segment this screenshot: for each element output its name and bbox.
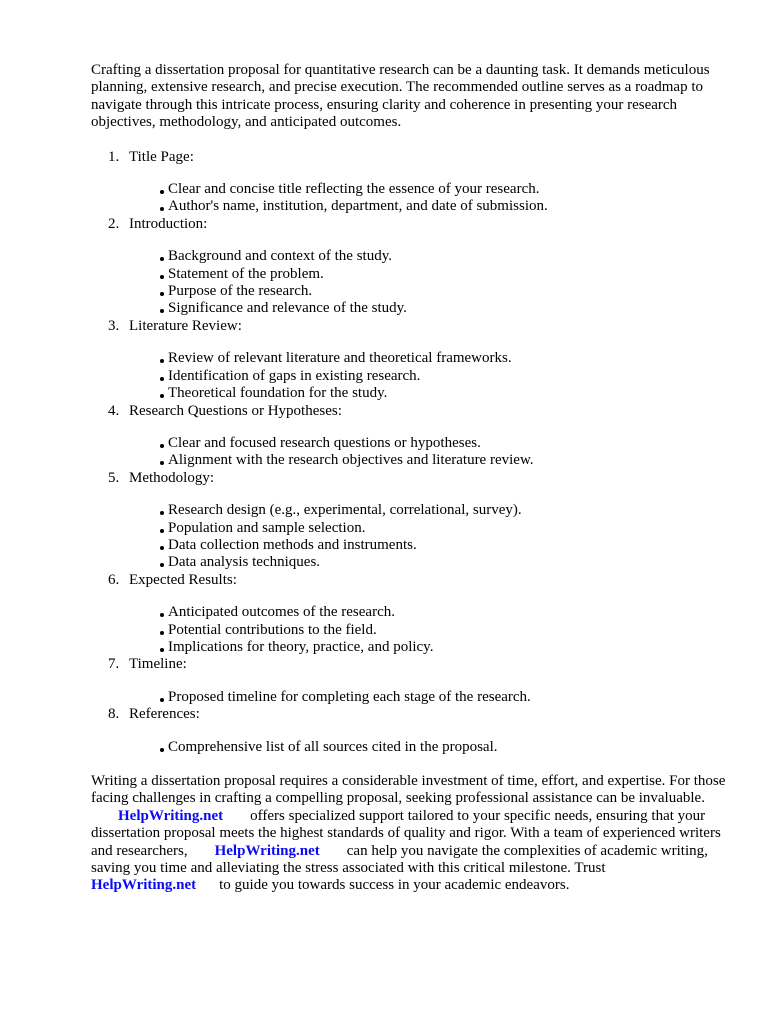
bullet-icon <box>160 257 164 261</box>
bullet-icon <box>160 461 164 465</box>
bullet-text: Clear and concise title reflecting the essence of your research. <box>168 181 540 198</box>
section-heading <box>91 470 731 487</box>
bullet-text: Theoretical foundation for the study. <box>168 385 388 402</box>
bullet-text: Proposed timeline for completing each stage of the research. <box>168 688 531 705</box>
intro-paragraph: Crafting a dissertation proposal for quantitative research can be a daunting task. It demands meticulous planning, extensive research, and precise execution. The recommended outline serves as a roadmap to navigate through this intricate process, ensuring clarity and coherence in presenting your research objectives, methodology, and anticipated outcomes. <box>91 62 710 131</box>
bullet-item <box>91 452 731 469</box>
bullet-text: Potential contributions to the field. <box>168 621 377 638</box>
bullet-list <box>91 674 731 706</box>
section-heading <box>91 149 731 166</box>
bullet-list <box>91 589 731 656</box>
bullet-item <box>91 689 731 706</box>
bullet-text: Implications for theory, practice, and policy. <box>168 638 434 655</box>
bullet-item <box>91 435 731 452</box>
section-title: Literature Review: <box>129 317 242 334</box>
bullet-icon <box>160 359 164 363</box>
bullet-icon <box>160 529 164 533</box>
section-title: Title Page: <box>129 148 194 165</box>
closing-paragraph <box>91 773 731 895</box>
section-number: 6. <box>108 571 120 588</box>
bullet-text: Significance and relevance of the study. <box>168 300 407 317</box>
bullet-list <box>91 724 731 756</box>
bullet-item <box>91 739 731 756</box>
section-number: 1. <box>108 148 120 165</box>
bullet-text: Alignment with the research objectives and literature review. <box>168 452 534 469</box>
helpwriting-link[interactable]: HelpWriting.net <box>214 842 320 859</box>
bullet-icon <box>160 292 164 296</box>
bullet-text: Comprehensive list of all sources cited in the proposal. <box>168 738 498 755</box>
bullet-icon <box>160 444 164 448</box>
outline-section <box>91 318 731 403</box>
section-title: Methodology: <box>129 469 214 486</box>
outline-section <box>91 656 731 706</box>
outline-section <box>91 216 731 318</box>
bullet-item <box>91 502 731 519</box>
bullet-icon <box>160 748 164 752</box>
outline-section <box>91 572 731 657</box>
proposal-outline <box>91 149 731 756</box>
bullet-icon <box>160 309 164 313</box>
bullet-item <box>91 554 731 571</box>
helpwriting-link[interactable]: HelpWriting.net <box>91 877 197 894</box>
bullet-icon <box>160 546 164 550</box>
outline-section <box>91 470 731 572</box>
bullet-item <box>91 266 731 283</box>
bullet-icon <box>160 377 164 381</box>
bullet-list <box>91 166 731 216</box>
section-heading <box>91 656 731 673</box>
section-title: Introduction: <box>129 215 208 232</box>
bullet-item <box>91 639 731 656</box>
section-heading <box>91 403 731 420</box>
bullet-item <box>91 300 731 317</box>
bullet-text: Review of relevant literature and theoretical frameworks. <box>168 350 512 367</box>
outline-section <box>91 149 731 216</box>
helpwriting-link[interactable]: HelpWriting.net <box>118 807 224 824</box>
bullet-item <box>91 622 731 639</box>
outline-section <box>91 403 731 470</box>
section-number: 8. <box>108 706 120 723</box>
bullet-item <box>91 604 731 621</box>
section-number: 2. <box>108 215 120 232</box>
bullet-icon <box>160 613 164 617</box>
section-title: Research Questions or Hypotheses: <box>129 402 342 419</box>
section-heading <box>91 706 731 723</box>
bullet-item <box>91 368 731 385</box>
bullet-item <box>91 181 731 198</box>
bullet-icon <box>160 190 164 194</box>
section-title: References: <box>129 706 200 723</box>
bullet-item <box>91 283 731 300</box>
bullet-text: Anticipated outcomes of the research. <box>168 604 395 621</box>
bullet-icon <box>160 631 164 635</box>
bullet-list <box>91 335 731 402</box>
bullet-icon <box>160 275 164 279</box>
bullet-list <box>91 487 731 572</box>
bullet-list <box>91 420 731 470</box>
closing-text: to guide you towards success in your academic endeavors. <box>219 877 570 894</box>
outline-section <box>91 706 731 756</box>
bullet-text: Author's name, institution, department, and date of submission. <box>168 198 548 215</box>
bullet-text: Statement of the problem. <box>168 265 324 282</box>
section-number: 5. <box>108 469 120 486</box>
section-title: Expected Results: <box>129 571 237 588</box>
bullet-item <box>91 198 731 215</box>
bullet-text: Research design (e.g., experimental, correlational, survey). <box>168 502 522 519</box>
bullet-icon <box>160 563 164 567</box>
bullet-item <box>91 248 731 265</box>
closing-text: offers specialized support tailored to your specific needs, ensuring that your dissertation proposal meets the highest standards of quality and rigor. With a team of experienced writers and researchers, <box>91 807 721 859</box>
closing-text: Writing a dissertation proposal requires a considerable investment of time, effort, and expertise. For those facing challenges in crafting a compelling proposal, seeking professional assistance can be invaluable. <box>91 773 726 807</box>
bullet-item <box>91 520 731 537</box>
bullet-item <box>91 350 731 367</box>
bullet-icon <box>160 698 164 702</box>
bullet-icon <box>160 648 164 652</box>
bullet-item <box>91 537 731 554</box>
bullet-text: Population and sample selection. <box>168 519 366 536</box>
bullet-item <box>91 385 731 402</box>
section-number: 3. <box>108 317 120 334</box>
bullet-text: Data collection methods and instruments. <box>168 536 417 553</box>
section-heading <box>91 572 731 589</box>
bullet-text: Data analysis techniques. <box>168 554 321 571</box>
bullet-icon <box>160 394 164 398</box>
section-heading <box>91 216 731 233</box>
section-title: Timeline: <box>129 656 187 673</box>
bullet-text: Identification of gaps in existing research. <box>168 367 421 384</box>
section-number: 7. <box>108 656 120 673</box>
bullet-icon <box>160 511 164 515</box>
bullet-list <box>91 233 731 318</box>
bullet-text: Clear and focused research questions or hypotheses. <box>168 434 481 451</box>
bullet-icon <box>160 207 164 211</box>
section-number: 4. <box>108 402 120 419</box>
bullet-text: Background and context of the study. <box>168 248 392 265</box>
section-heading <box>91 318 731 335</box>
bullet-text: Purpose of the research. <box>168 283 313 300</box>
closing-text: can help you navigate the complexities of academic writing, saving you time and alleviating the stress associated with this critical milestone. Trust <box>91 842 708 877</box>
document-page <box>91 62 731 895</box>
